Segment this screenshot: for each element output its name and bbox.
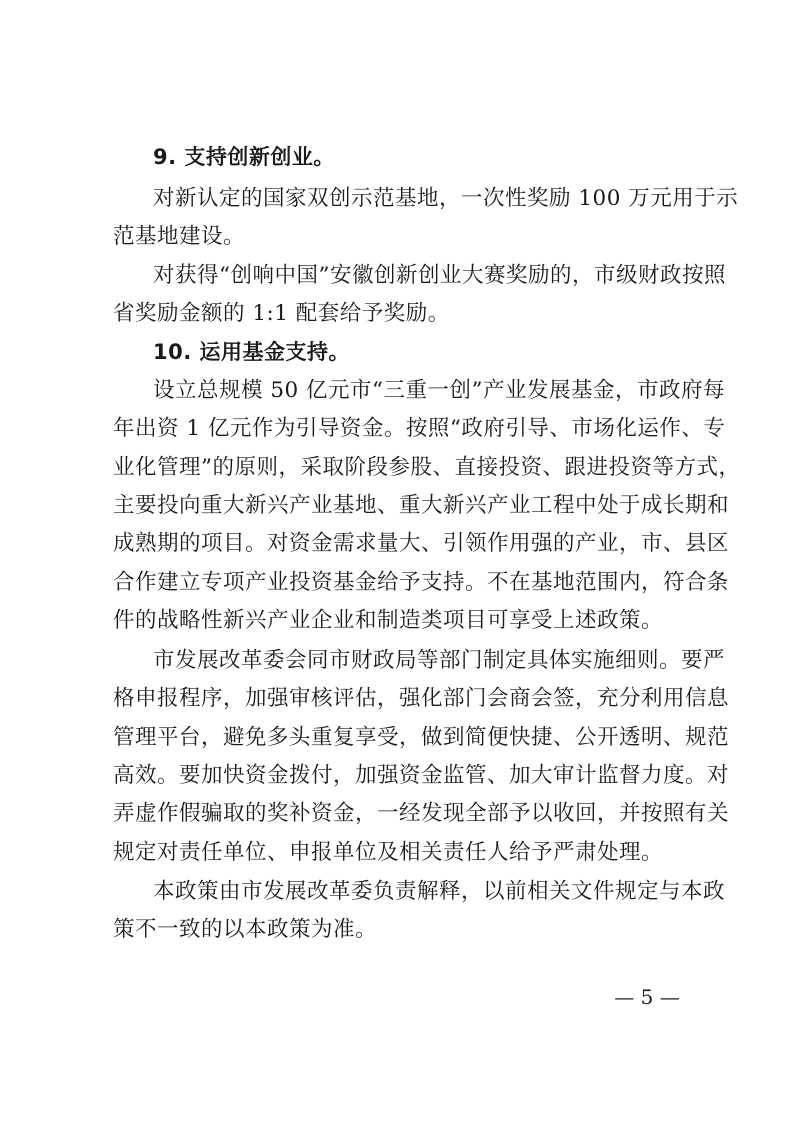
- section-heading-9: 9. 支持创新创业。: [153, 145, 335, 169]
- paragraph-line: 对新认定的国家双创示范基地，一次性奖励 100 万元用于示: [153, 186, 739, 211]
- paragraph-line: 市发展改革委会同市财政局等部门制定具体实施细则。要严: [153, 648, 726, 673]
- paragraph-line: 成熟期的项目。对资金需求量大、引领作用强的产业，市、县区: [113, 531, 730, 556]
- paragraph-line: 年出资 1 亿元作为引导资金。按照“政府引导、市场化运作、专: [113, 416, 726, 441]
- paragraph-line: 范基地建设。: [113, 224, 246, 249]
- paragraph-line: 本政策由市发展改革委负责解释，以前相关文件规定与本政: [153, 879, 726, 904]
- paragraph-line: 对获得“创响中国”安徽创新创业大赛奖励的，市级财政按照: [153, 263, 726, 288]
- page-number: — 5 —: [614, 985, 680, 1009]
- section-heading-10: 10. 运用基金支持。: [153, 340, 351, 364]
- paragraph-line: 策不一致的以本政策为准。: [113, 917, 378, 942]
- paragraph-line: 省奖励金额的 1:1 配套给予奖励。: [113, 301, 450, 326]
- paragraph-line: 合作建立专项产业投资基金给予支持。不在基地范围内，符合条: [113, 570, 730, 595]
- paragraph-line: 件的战略性新兴产业企业和制造类项目可享受上述政策。: [113, 608, 664, 633]
- paragraph-line: 弄虚作假骗取的奖补资金，一经发现全部予以收回，并按照有关: [113, 801, 730, 826]
- paragraph-line: 规定对责任单位、申报单位及相关责任人给予严肃处理。: [113, 840, 664, 865]
- paragraph-line: 格申报程序，加强审核评估，强化部门会商会签，充分利用信息: [113, 686, 730, 711]
- paragraph-line: 高效。要加快资金拨付，加强资金监管、加大审计监督力度。对: [113, 763, 730, 788]
- paragraph-line: 业化管理”的原则，采取阶段参股、直接投资、跟进投资等方式，: [113, 455, 741, 480]
- paragraph-line: 设立总规模 50 亿元市“三重一创”产业发展基金，市政府每: [153, 378, 726, 403]
- paragraph-line: 管理平台，避免多头重复享受，做到简便快捷、公开透明、规范: [113, 725, 730, 750]
- paragraph-line: 主要投向重大新兴产业基地、重大新兴产业工程中处于成长期和: [113, 493, 730, 518]
